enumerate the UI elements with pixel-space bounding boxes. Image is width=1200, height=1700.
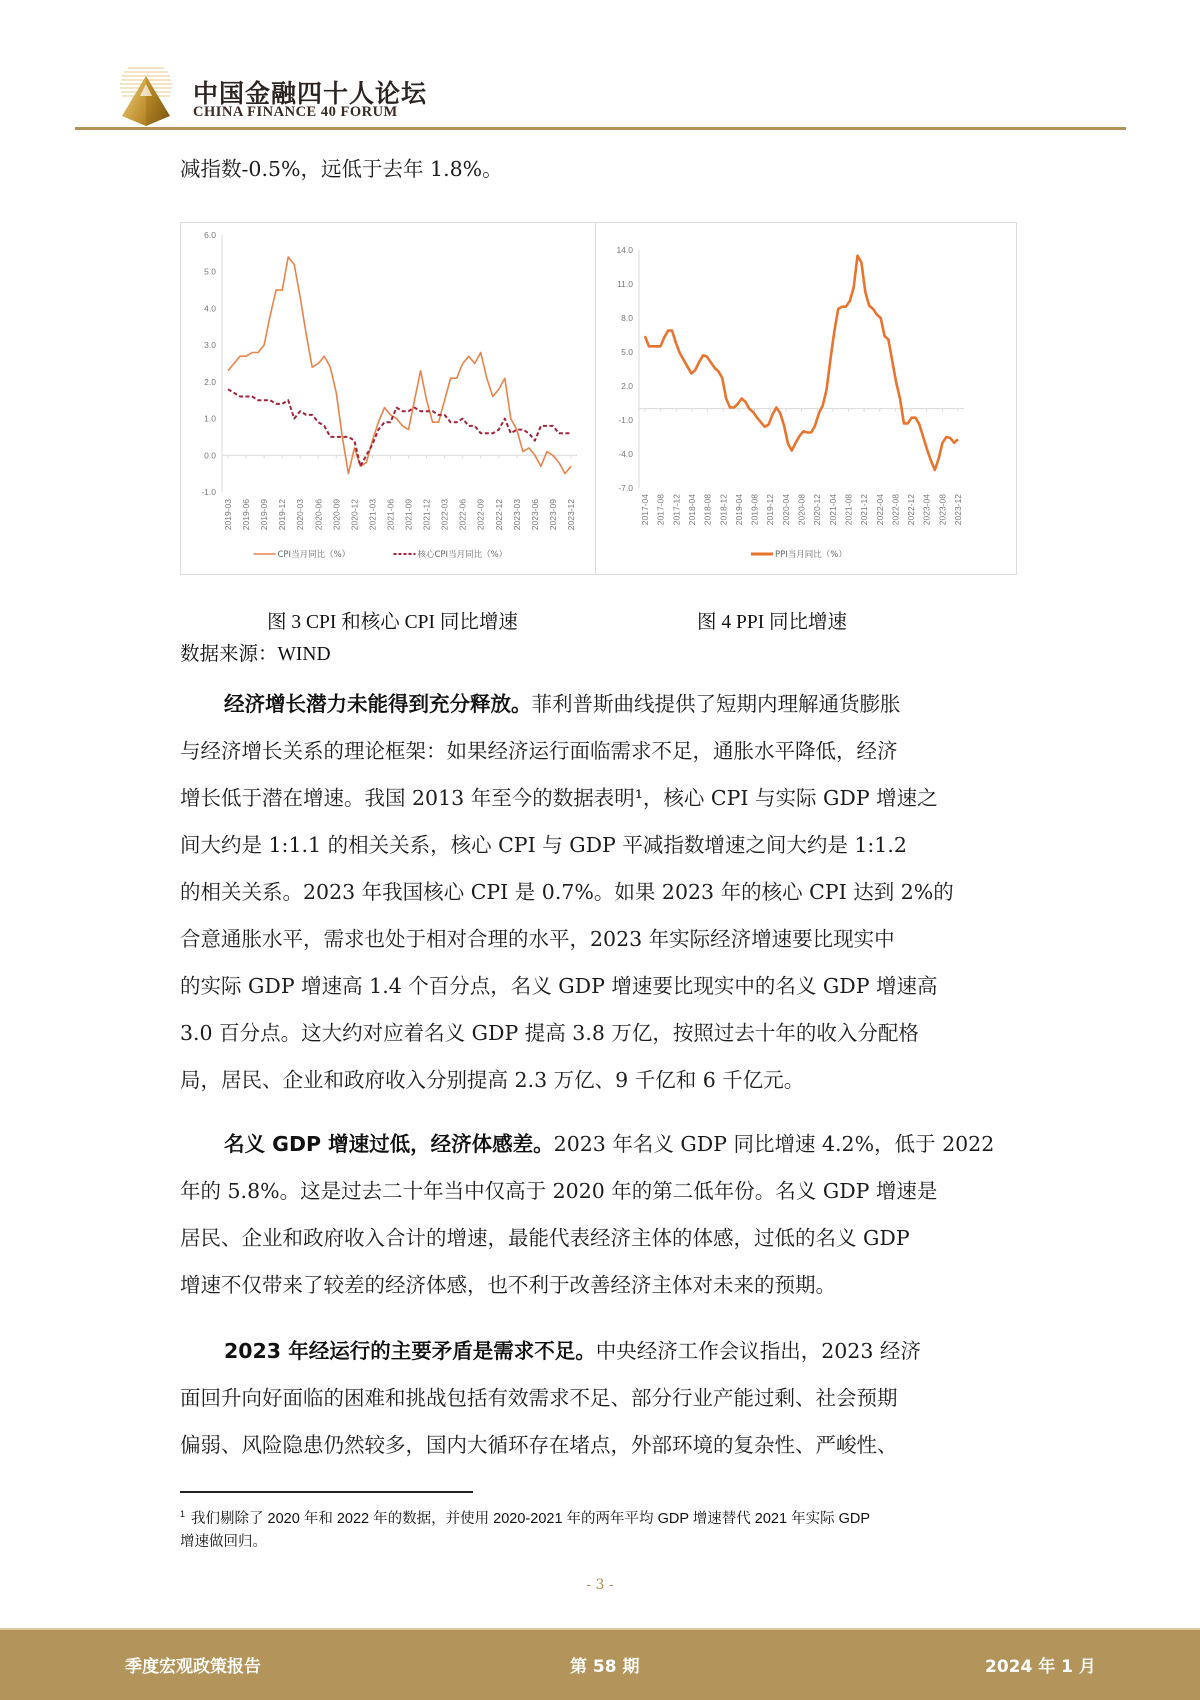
x-tick-label: 2021-08 [843, 494, 854, 526]
cpi-chart-plot [181, 223, 596, 574]
x-tick-label: 2019-03 [223, 499, 233, 531]
y-tick-label: 6.0 [204, 230, 216, 240]
x-tick-label: 2020-12 [812, 494, 823, 526]
y-tick-label: 14.0 [616, 245, 633, 255]
y-tick-label: 2.0 [204, 376, 216, 387]
text-line: 年的 5.8%。这是过去二十年当中仅高于 2020 年的第二低年份。名义 GDP 增速是 [180, 1179, 938, 1203]
x-tick-label: 2022-08 [890, 494, 901, 526]
x-tick-label: 2019-09 [259, 499, 270, 531]
text-line: 2023 年名义 GDP 同比增速 4.2%，低于 2022 [553, 1132, 995, 1156]
y-tick-label: -1.0 [618, 415, 633, 425]
footnote-text: 我们剔除了 2020 年和 2022 年的数据，并使用 2020-2021 年的两年平均 GDP 增速替代 2021 年实际 GDP [191, 1510, 871, 1527]
x-tick-label: 2019-12 [765, 494, 776, 526]
y-tick-label: -4.0 [618, 449, 633, 459]
x-tick-label: 2021-04 [827, 494, 838, 526]
ppi-chart-plot [596, 223, 1016, 574]
footer-band [0, 1628, 1200, 1700]
x-tick-label: 2020-03 [295, 499, 306, 531]
footer-report-name: 季度宏观政策报告 [125, 1657, 261, 1677]
footnote-divider [180, 1491, 473, 1493]
x-tick-label: 2017-12 [671, 494, 682, 526]
y-tick-label: 3.0 [204, 340, 216, 351]
forum-name-cn: 中国金融四十人论坛 [193, 79, 428, 108]
x-tick-label: 2022-09 [475, 499, 486, 531]
x-tick-label: 2017-04 [640, 494, 650, 526]
fig3-caption: 图 3 CPI 和核心 CPI 同比增速 [267, 612, 518, 633]
data-source: 数据来源：WIND [180, 644, 331, 665]
y-tick-label: -1.0 [201, 487, 216, 497]
x-tick-label: 2019-06 [241, 499, 252, 531]
fig4-caption: 图 4 PPI 同比增速 [697, 612, 848, 633]
x-tick-label: 2021-12 [859, 494, 870, 526]
x-tick-label: 2022-12 [906, 494, 917, 526]
paragraph-nominal-gdp [180, 1121, 1020, 1309]
text-line: 的实际 GDP 增速高 1.4 个百分点，名义 GDP 增速要比现实中的名义 GDP 增速高 [180, 974, 938, 998]
footer-issue: 第 58 期 [570, 1657, 640, 1677]
x-tick-label: 2023-12 [953, 494, 963, 526]
paragraph-lead: 经济增长潜力未能得到充分释放。 [224, 692, 532, 716]
series-line [228, 257, 571, 474]
footnote-marker: 1 [180, 1509, 186, 1519]
paragraph-growth-potential [180, 681, 1020, 1104]
x-tick-label: 2019-04 [733, 494, 744, 526]
x-tick-label: 2023-04 [921, 494, 932, 526]
y-tick-label: 11.0 [617, 279, 633, 289]
x-tick-label: 2021-06 [385, 499, 396, 531]
legend-label: PPI当月同比（%） [775, 550, 847, 560]
forum-logo-icon [116, 62, 176, 128]
paragraph-lead: 名义 GDP 增速过低，经济体感差。 [224, 1132, 554, 1156]
paragraph-demand-shortfall [180, 1328, 1020, 1469]
footer-date: 2024 年 1 月 [985, 1657, 1096, 1677]
x-tick-label: 2021-03 [367, 499, 378, 531]
x-tick-label: 2017-08 [655, 494, 666, 526]
y-tick-label: 0.0 [204, 450, 216, 461]
intro-text: 减指数-0.5%，远低于去年 1.8%。 [180, 157, 503, 181]
x-tick-label: 2020-04 [780, 494, 791, 526]
x-tick-label: 2019-08 [749, 494, 760, 526]
x-tick-label: 2020-06 [313, 499, 324, 531]
y-tick-label: 8.0 [621, 313, 633, 323]
x-tick-label: 2020-12 [349, 499, 360, 531]
x-tick-label: 2022-04 [874, 494, 885, 526]
text-line: 的相关关系。2023 年我国核心 CPI 是 0.7%。如果 2023 年的核心 CPI 达到 2%的 [180, 880, 954, 904]
y-tick-label: 2.0 [621, 381, 633, 391]
text-line: 合意通胀水平，需求也处于相对合理的水平，2023 年实际经济增速要比现实中 [180, 927, 895, 951]
x-tick-label: 2018-04 [686, 494, 697, 526]
legend-label: 核心CPI当月同比（%） [417, 550, 508, 560]
text-line: 中央经济工作会议指出，2023 经济 [595, 1339, 921, 1363]
x-tick-label: 2020-08 [796, 494, 807, 526]
x-tick-label: 2018-12 [718, 494, 729, 526]
text-line: 增长低于潜在增速。我国 2013 年至今的数据表明¹，核心 CPI 与实际 GDP 增速之 [180, 786, 938, 810]
x-tick-label: 2021-09 [403, 499, 414, 531]
y-tick-label: 4.0 [204, 303, 216, 314]
header-divider [75, 127, 1126, 130]
x-tick-label: 2021-12 [421, 499, 432, 531]
page-number: - 3 - [586, 1577, 614, 1593]
y-tick-label: -7.0 [618, 483, 633, 493]
x-tick-label: 2023-12 [566, 499, 576, 531]
y-tick-label: 5.0 [204, 266, 216, 277]
text-line: 偏弱、风险隐患仍然较多，国内大循环存在堵点，外部环境的复杂性、严峻性、 [180, 1433, 898, 1457]
series-line [645, 256, 958, 470]
x-tick-label: 2022-03 [439, 499, 450, 531]
x-tick-label: 2023-09 [547, 499, 558, 531]
x-tick-label: 2019-12 [277, 499, 288, 531]
text-line: 居民、企业和政府收入合计的增速，最能代表经济主体的体感，过低的名义 GDP [180, 1226, 910, 1250]
x-tick-label: 2022-06 [457, 499, 468, 531]
text-line: 间大约是 1:1.1 的相关关系，核心 CPI 与 GDP 平减指数增速之间大约是 1:1.2 [180, 833, 907, 857]
text-line: 面回升向好面临的困难和挑战包括有效需求不足、部分行业产能过剩、社会预期 [180, 1386, 898, 1410]
y-tick-label: 1.0 [204, 413, 216, 424]
cpi-chart [180, 222, 597, 575]
x-tick-label: 2020-09 [331, 499, 342, 531]
x-tick-label: 2023-08 [937, 494, 948, 526]
ppi-chart [595, 222, 1017, 575]
x-tick-label: 2023-06 [529, 499, 540, 531]
text-line: 3.0 百分点。这大约对应着名义 GDP 提高 3.8 万亿，按照过去十年的收入分配格 [180, 1021, 919, 1045]
series-line [228, 389, 571, 466]
footnote [180, 1503, 1022, 1554]
y-tick-label: 5.0 [621, 347, 633, 357]
text-line: 局，居民、企业和政府收入分别提高 2.3 万亿、9 千亿和 6 千亿元。 [180, 1068, 805, 1092]
text-line: 增速不仅带来了较差的经济体感，也不利于改善经济主体对未来的预期。 [180, 1273, 836, 1297]
x-tick-label: 2018-08 [702, 494, 713, 526]
footnote-text-cont: 增速做回归。 [180, 1533, 267, 1550]
forum-name-en: CHINA FINANCE 40 FORUM [193, 104, 398, 120]
x-tick-label: 2022-12 [493, 499, 504, 531]
legend-label: CPI当月同比（%） [277, 550, 351, 560]
paragraph-lead: 2023 年经运行的主要矛盾是需求不足。 [224, 1339, 596, 1363]
x-tick-label: 2023-03 [511, 499, 522, 531]
text-line: 与经济增长关系的理论框架：如果经济运行面临需求不足，通胀水平降低，经济 [180, 739, 898, 763]
text-line: 菲利普斯曲线提供了短期内理解通货膨胀 [531, 692, 901, 716]
